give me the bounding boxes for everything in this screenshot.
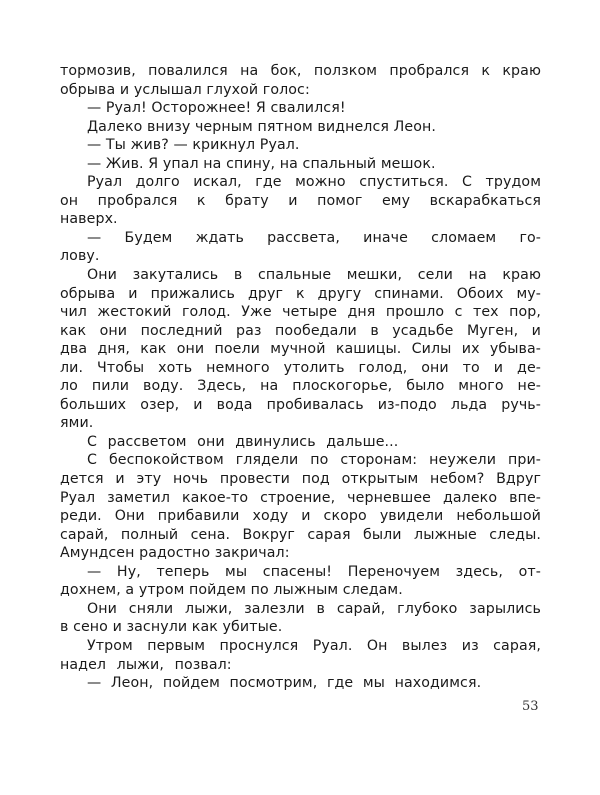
text-line: ли. Чтобы хоть немного утолить голод, они то и де- bbox=[60, 359, 541, 376]
text-line: дется и эту ночь провести под открытым небом? Вдруг bbox=[60, 471, 541, 488]
text-line: ло пили воду. Здесь, на плоскогорье, было много не- bbox=[60, 378, 541, 395]
text-line: обрыва и прижались друг к другу спинами. Обоих му- bbox=[60, 285, 541, 302]
text-line: два дня, как они поели мучной кашицы. Силы их убыва- bbox=[60, 341, 541, 358]
text-line: лову. bbox=[60, 248, 100, 265]
text-line: реди. Они прибавили ходу и скоро увидели небольшой bbox=[60, 508, 541, 525]
text-line: С рассветом они двинулись дальше... bbox=[87, 433, 399, 450]
text-line: — Будем ждать рассвета, иначе сломаем го- bbox=[87, 229, 541, 246]
text-line: — Леон, пойдем посмотрим, где мы находимся. bbox=[87, 675, 482, 692]
text-line: Руал долго искал, где можно спуститься. С трудом bbox=[87, 174, 541, 191]
text-line: Утром первым проснулся Руал. Он вылез из сарая, bbox=[87, 637, 541, 654]
text-line: С беспокойством глядели по сторонам: неужели при- bbox=[87, 452, 541, 469]
text-line: — Руал! Осторожнее! Я свалился! bbox=[87, 100, 346, 117]
text-line: — Ты жив? — крикнул Руал. bbox=[87, 137, 300, 154]
text-line: Амундсен радостно закричал: bbox=[60, 545, 290, 562]
text-line: больших озер, и вода пробивалась из-подо льда ручь- bbox=[60, 396, 541, 413]
text-line: он пробрался к брату и помог ему вскарабкаться bbox=[60, 192, 541, 209]
text-line: наверх. bbox=[60, 211, 118, 228]
text-line: чил жестокий голод. Уже четыре дня прошло с тех пор, bbox=[60, 304, 541, 321]
text-line: Они сняли лыжи, залезли в сарай, глубоко зарылись bbox=[87, 600, 541, 617]
text-line: Руал заметил какое-то строение, черневшее далеко впе- bbox=[60, 489, 541, 506]
text-line: — Ну, теперь мы спасены! Переночуем здесь, от- bbox=[87, 563, 541, 580]
text-line: дохнем, а утром пойдем по лыжным следам. bbox=[60, 582, 403, 599]
text-line: Они закутались в спальные мешки, сели на краю bbox=[87, 267, 541, 284]
text-line: как они последний раз пообедали в усадьбе Муген, и bbox=[60, 322, 541, 339]
text-line: ями. bbox=[60, 415, 94, 432]
text-line: в сено и заснули как убитые. bbox=[60, 619, 283, 636]
book-page-text bbox=[60, 62, 541, 693]
text-line: Далеко внизу черным пятном виднелся Леон. bbox=[87, 118, 436, 135]
text-line: надел лыжи, позвал: bbox=[60, 656, 232, 673]
text-line: сарай, полный сена. Вокруг сарая были лыжные следы. bbox=[60, 526, 541, 543]
page-number: 53 bbox=[522, 699, 539, 714]
text-line: обрыва и услышал глухой голос: bbox=[60, 81, 310, 98]
text-line: тормозив, повалился на бок, ползком пробрался к краю bbox=[60, 63, 541, 79]
text-line: — Жив. Я упал на спину, на спальный мешок. bbox=[87, 155, 436, 172]
